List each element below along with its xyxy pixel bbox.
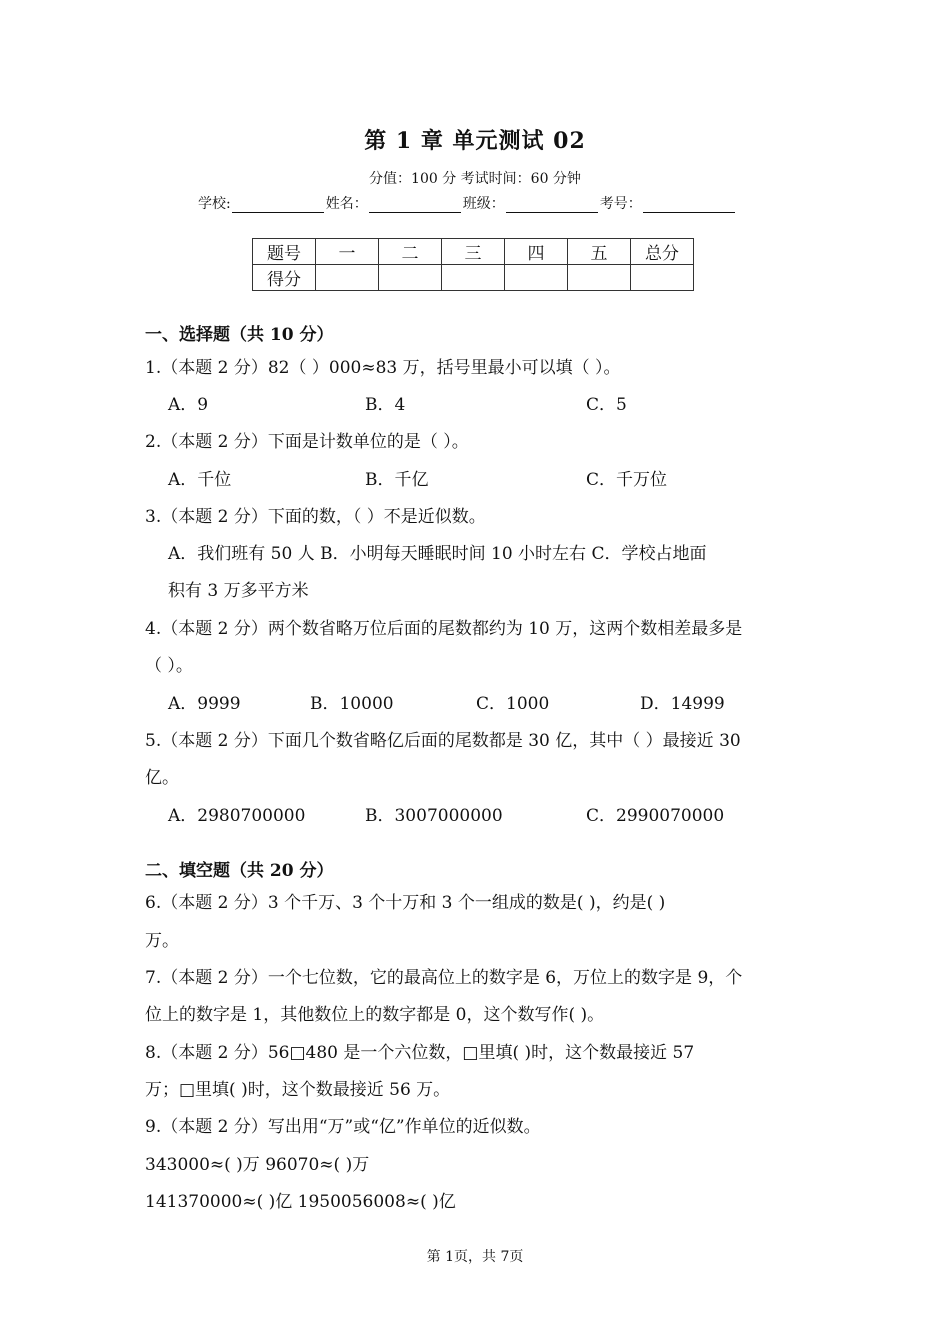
question-7-cont: 位上的数字是 1，其他数位上的数字都是 0，这个数写作( )。 <box>145 1005 605 1025</box>
school-field[interactable] <box>232 198 324 213</box>
exam-meta: 分值：100 分 考试时间：60 分钟 <box>369 171 581 187</box>
score-cell[interactable] <box>568 265 631 291</box>
section-heading-choice: 一、选择题（共 10 分） <box>145 325 334 345</box>
option-b[interactable]: B．3007000000 <box>365 806 503 826</box>
table-cell: 一 <box>316 239 379 265</box>
option-d[interactable]: D．14999 <box>640 694 725 714</box>
number-label: 考号： <box>599 196 642 212</box>
number-field[interactable] <box>643 198 735 213</box>
score-cell[interactable] <box>505 265 568 291</box>
question-5: 5.（本题 2 分）下面几个数省略亿后面的尾数都是 30 亿，其中（ ）最接近 30 <box>145 731 741 751</box>
name-label: 姓名： <box>325 196 368 212</box>
question-8-cont: 万；□里填( )时，这个数最接近 56 万。 <box>145 1080 451 1100</box>
option-a[interactable]: A．2980700000 <box>168 806 306 826</box>
name-field[interactable] <box>369 198 461 213</box>
student-info-line <box>198 193 737 213</box>
table-cell: 二 <box>379 239 442 265</box>
score-table <box>252 238 694 291</box>
question-9-line-3: 141370000≈( )亿 1950056008≈( )亿 <box>145 1192 456 1212</box>
table-cell: 得分 <box>253 265 316 291</box>
class-field[interactable] <box>506 198 598 213</box>
option-c[interactable]: C．2990070000 <box>586 806 725 826</box>
page-footer: 第 1页，共 7页 <box>426 1249 524 1265</box>
question-3-options[interactable]: A．我们班有 50 人 B．小明每天睡眠时间 10 小时左右 C．学校占地面 <box>168 544 707 564</box>
question-1: 1.（本题 2 分）82（ ）000≈83 万，括号里最小可以填（ ）。 <box>145 358 621 378</box>
option-c[interactable]: C．1000 <box>476 694 550 714</box>
option-b[interactable]: B．10000 <box>310 694 394 714</box>
score-table-score-row <box>253 265 694 291</box>
score-cell[interactable] <box>379 265 442 291</box>
score-table-header-row <box>253 239 694 265</box>
question-9-line-2: 343000≈( )万 96070≈( )万 <box>145 1155 370 1175</box>
option-a[interactable]: A．9999 <box>168 694 241 714</box>
table-cell: 三 <box>442 239 505 265</box>
question-7: 7.（本题 2 分）一个七位数，它的最高位上的数字是 6，万位上的数字是 9，个 <box>145 968 743 988</box>
question-6-cont: 万。 <box>145 931 179 951</box>
class-label: 班级： <box>462 196 505 212</box>
section-heading-fill: 二、填空题（共 20 分） <box>145 861 334 881</box>
table-cell: 五 <box>568 239 631 265</box>
question-2: 2.（本题 2 分）下面是计数单位的是（ ）。 <box>145 432 469 452</box>
question-4: 4.（本题 2 分）两个数省略万位后面的尾数都约为 10 万，这两个数相差最多是 <box>145 619 743 639</box>
question-9: 9.（本题 2 分）写出用“万”或“亿”作单位的近似数。 <box>145 1117 541 1137</box>
table-cell: 题号 <box>253 239 316 265</box>
score-cell[interactable] <box>631 265 694 291</box>
option-a[interactable]: A．千位 <box>168 470 232 490</box>
question-5-cont: 亿。 <box>145 768 179 788</box>
question-6: 6.（本题 2 分）3 个千万、3 个十万和 3 个一组成的数是( )，约是( ) <box>145 893 666 913</box>
option-c[interactable]: C．5 <box>586 395 627 415</box>
page-title: 第 1 章 单元测试 02 <box>364 128 586 154</box>
table-cell: 四 <box>505 239 568 265</box>
option-b[interactable]: B．千亿 <box>365 470 429 490</box>
table-cell: 总分 <box>631 239 694 265</box>
score-cell[interactable] <box>316 265 379 291</box>
question-8: 8.（本题 2 分）56□480 是一个六位数，□里填( )时，这个数最接近 57 <box>145 1043 695 1063</box>
question-4-cont: （ ）。 <box>145 656 193 676</box>
question-3-options-cont: 积有 3 万多平方米 <box>168 581 309 601</box>
option-b[interactable]: B．4 <box>365 395 406 415</box>
school-label: 学校: <box>198 196 231 212</box>
option-a[interactable]: A．9 <box>168 395 209 415</box>
option-c[interactable]: C．千万位 <box>586 470 668 490</box>
score-cell[interactable] <box>442 265 505 291</box>
question-3: 3.（本题 2 分）下面的数，（ ）不是近似数。 <box>145 507 486 527</box>
